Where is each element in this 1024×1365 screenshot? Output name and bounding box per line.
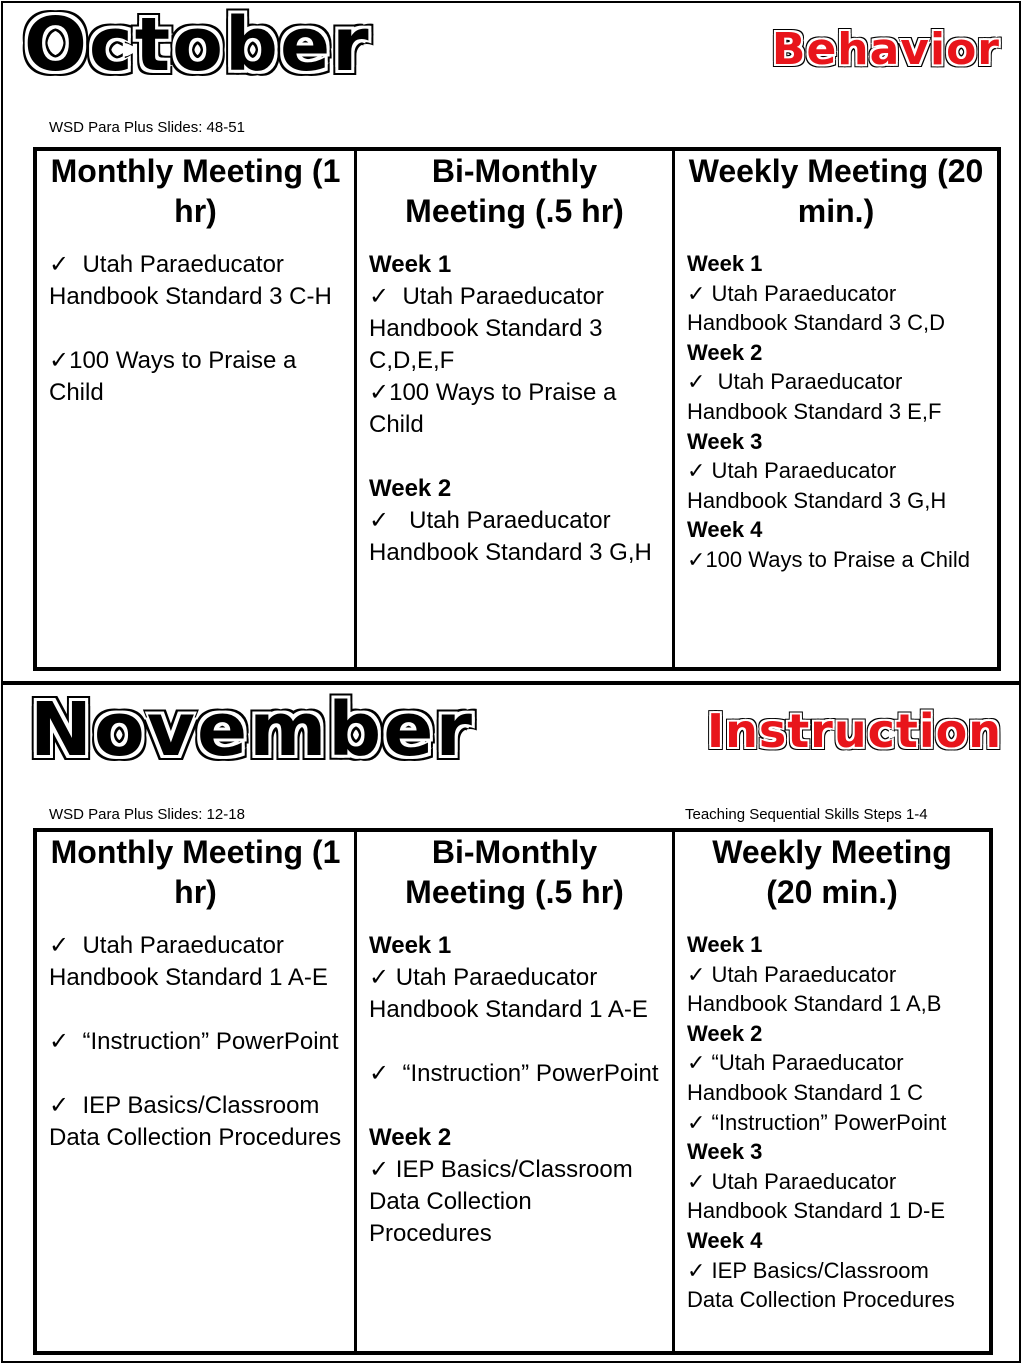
october-meeting-table bbox=[33, 147, 1001, 671]
list-item: ✓ IEP Basics/Classroom Data Collection Procedures bbox=[369, 1154, 660, 1250]
checkmark-icon bbox=[369, 1060, 389, 1087]
list-item: ✓ Utah Paraeducator Handbook Standard 3 C,D bbox=[687, 279, 985, 338]
checkmark-icon bbox=[49, 932, 69, 959]
checkmark-icon bbox=[687, 281, 705, 306]
list-item: ✓ “Instruction” PowerPoint bbox=[49, 1026, 342, 1058]
column-header: Bi-Monthly Meeting (.5 hr) bbox=[405, 153, 624, 229]
slides-note: WSD Para Plus Slides: 12-18 bbox=[49, 806, 245, 823]
list-item: ✓ Utah Paraeducator Handbook Standard 3 G,H bbox=[369, 505, 660, 569]
list-item: ✓ 100 Ways to Praise a Child bbox=[687, 545, 985, 575]
week-label: Week 1 bbox=[687, 932, 763, 957]
checkmark-icon bbox=[687, 1110, 705, 1135]
checkmark-icon bbox=[49, 347, 69, 374]
bimonthly-meeting-column bbox=[357, 832, 675, 1351]
week-label: Week 4 bbox=[687, 1227, 763, 1253]
list-item: ✓ Utah Paraeducator Handbook Standard 3 E,F bbox=[687, 367, 985, 426]
column-header: Weekly Meeting (20 min.) bbox=[688, 153, 984, 229]
column-header: Monthly Meeting (1 hr) bbox=[50, 153, 341, 229]
checkmark-icon bbox=[369, 964, 389, 991]
steps-note: Teaching Sequential Skills Steps 1-4 bbox=[685, 806, 928, 823]
week-label: Week 2 bbox=[369, 1124, 452, 1151]
checkmark-icon bbox=[687, 1169, 705, 1194]
theme-title-behavior: Behavior bbox=[771, 24, 1000, 75]
bimonthly-meeting-column bbox=[357, 151, 675, 667]
slides-note: WSD Para Plus Slides: 48-51 bbox=[49, 119, 245, 136]
checkmark-icon bbox=[687, 962, 705, 987]
checkmark-icon bbox=[687, 369, 705, 394]
weekly-meeting-column bbox=[675, 151, 997, 667]
week-label: Week 1 bbox=[369, 932, 452, 959]
weekly-meeting-column bbox=[675, 832, 989, 1351]
column-body bbox=[369, 249, 660, 569]
checkmark-icon bbox=[687, 1050, 705, 1075]
week-label: Week 2 bbox=[687, 1020, 763, 1046]
checkmark-icon bbox=[49, 1092, 69, 1119]
column-body bbox=[687, 930, 977, 1315]
november-meeting-table bbox=[33, 828, 993, 1355]
week-label: Week 2 bbox=[369, 475, 452, 502]
week-label: Week 3 bbox=[687, 428, 763, 454]
column-body bbox=[49, 249, 342, 409]
list-item: ✓ IEP Basics/Classroom Data Collection Procedures bbox=[49, 1090, 342, 1154]
month-title-october: October bbox=[24, 2, 371, 88]
column-header: Weekly Meeting (20 min.) bbox=[712, 834, 952, 910]
checkmark-icon bbox=[369, 507, 389, 534]
column-header: Bi-Monthly Meeting (.5 hr) bbox=[405, 834, 624, 910]
checkmark-icon bbox=[687, 547, 705, 572]
checkmark-icon bbox=[49, 251, 69, 278]
list-item: ✓ “Instruction” PowerPoint bbox=[687, 1108, 977, 1138]
list-item: ✓ 100 Ways to Praise a Child bbox=[49, 345, 342, 409]
checkmark-icon bbox=[369, 1156, 389, 1183]
list-item: ✓ “Instruction” PowerPoint bbox=[369, 1058, 660, 1090]
month-title-november: November bbox=[30, 687, 474, 773]
checkmark-icon bbox=[369, 379, 389, 406]
list-item: ✓ IEP Basics/Classroom Data Collection Procedures bbox=[687, 1256, 977, 1315]
list-item: ✓ Utah Paraeducator Handbook Standard 1 A,B bbox=[687, 960, 977, 1019]
list-item: ✓ 100 Ways to Praise a Child bbox=[369, 377, 660, 441]
checkmark-icon bbox=[49, 1028, 69, 1055]
list-item: ✓ Utah Paraeducator Handbook Standard 1 D-E bbox=[687, 1167, 977, 1226]
list-item: ✓ “Utah Paraeducator Handbook Standard 1 C bbox=[687, 1048, 977, 1107]
list-item: ✓ Utah Paraeducator Handbook Standard 3 C,D,E,F bbox=[369, 281, 660, 377]
week-label: Week 1 bbox=[687, 251, 763, 276]
list-item: ✓ Utah Paraeducator Handbook Standard 3 C-H bbox=[49, 249, 342, 313]
column-header: Monthly Meeting (1 hr) bbox=[50, 834, 341, 910]
week-label: Week 2 bbox=[687, 339, 763, 365]
week-label: Week 4 bbox=[687, 517, 763, 543]
column-body bbox=[49, 930, 342, 1154]
week-label: Week 3 bbox=[687, 1139, 763, 1165]
list-item: ✓ Utah Paraeducator Handbook Standard 1 A-E bbox=[369, 962, 660, 1026]
list-item: ✓ Utah Paraeducator Handbook Standard 1 A-E bbox=[49, 930, 342, 994]
checkmark-icon bbox=[687, 1258, 705, 1283]
monthly-meeting-column bbox=[37, 832, 357, 1351]
checkmark-icon bbox=[687, 458, 705, 483]
column-body bbox=[369, 930, 660, 1250]
checkmark-icon bbox=[369, 283, 389, 310]
list-item: ✓ Utah Paraeducator Handbook Standard 3 G,H bbox=[687, 456, 985, 515]
week-label: Week 1 bbox=[369, 251, 452, 278]
monthly-meeting-column bbox=[37, 151, 357, 667]
theme-title-instruction: Instruction bbox=[706, 704, 1002, 758]
column-body bbox=[687, 249, 985, 575]
